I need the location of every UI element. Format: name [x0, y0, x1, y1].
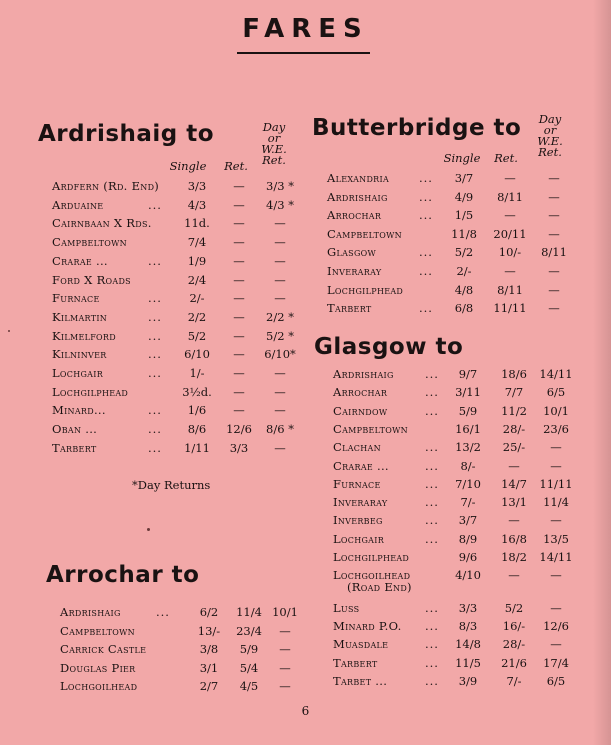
- fare-row: [333, 531, 603, 547]
- ret-fare: —: [233, 272, 245, 287]
- single-fare: 3/7: [454, 171, 474, 185]
- paper-speck: [8, 330, 10, 332]
- destination-name: Crarae ...: [333, 458, 389, 473]
- day-fare: 6/5: [546, 385, 566, 400]
- day-fare: 8/11: [541, 245, 567, 260]
- fare-row: [52, 365, 312, 381]
- fare-row: [52, 402, 312, 418]
- single-fare: 3/1: [199, 660, 219, 675]
- ret-fare: 4/5: [239, 679, 259, 694]
- destination-name: Minard...: [52, 403, 106, 418]
- single-fare: 3/9: [458, 673, 478, 688]
- day-fare: 8/6 *: [266, 422, 294, 437]
- destination-name: Carrick Castle: [60, 642, 147, 657]
- destination-name: Alexandria: [327, 171, 390, 185]
- day-fare: —: [548, 282, 560, 297]
- day-fare: 14/11: [539, 550, 573, 564]
- day-fare: 10/1: [272, 605, 298, 619]
- destination-name: Arduaine: [52, 197, 104, 212]
- fare-row: [333, 458, 603, 474]
- fare-row: [52, 272, 312, 288]
- leader-dots: ...: [148, 403, 162, 418]
- ret-fare: 20/11: [493, 226, 527, 241]
- leader-dots: ...: [425, 458, 439, 473]
- day-fare: —: [279, 679, 291, 694]
- single-fare: 8/6: [187, 422, 207, 437]
- ret-fare: —: [233, 235, 245, 250]
- single-fare: 9/7: [458, 367, 478, 381]
- single-fare: 3/11: [455, 385, 481, 400]
- destination-name: Clachan: [333, 440, 381, 455]
- destination-name: Campbeltown: [333, 421, 408, 436]
- destination-name: Ford X Roads: [52, 272, 131, 287]
- fare-row: [333, 439, 603, 455]
- fare-row: [52, 253, 312, 269]
- single-fare: 11d.: [184, 216, 210, 231]
- single-fare: 8/3: [458, 618, 478, 633]
- paper-speck: [147, 528, 150, 531]
- single-fare: 2/2: [187, 309, 207, 324]
- ret-fare: —: [233, 347, 245, 362]
- day-fare: 17/4: [543, 655, 569, 670]
- destination-name: Lochgair: [52, 366, 104, 380]
- day-fare: 12/6: [543, 618, 569, 633]
- destination-name: Ardrishaig: [327, 189, 388, 204]
- destination-name: Minard P.O.: [333, 618, 402, 633]
- fare-row: [333, 366, 603, 382]
- leader-dots: ...: [419, 171, 433, 185]
- ret-fare: —: [233, 384, 245, 399]
- single-fare: 8/-: [460, 458, 476, 473]
- single-fare: 5/2: [187, 328, 207, 343]
- day-fare: 13/5: [543, 531, 569, 546]
- single-fare: 4/10: [455, 568, 481, 583]
- leader-dots: ...: [156, 605, 170, 619]
- ret-fare: 10/-: [498, 245, 522, 260]
- destination-name: Cairnbaan X Rds.: [52, 216, 152, 231]
- fare-row: [52, 234, 312, 250]
- fare-row: [52, 290, 312, 306]
- destination-name: Douglas Pier: [60, 660, 136, 675]
- single-fare: 7/-: [460, 495, 476, 510]
- day-fare: —: [279, 660, 291, 675]
- glasgow-heading: Glasgow to: [314, 334, 464, 360]
- fare-row: [327, 282, 597, 298]
- leader-dots: ...: [425, 476, 439, 491]
- leader-dots: ...: [148, 366, 162, 380]
- page-number: 6: [301, 704, 310, 718]
- destination-name: Inverbeg: [333, 513, 383, 528]
- page-title: FARES: [242, 14, 369, 44]
- ret-fare: —: [233, 216, 245, 231]
- day-fare: —: [548, 301, 560, 316]
- leader-dots: ...: [148, 328, 162, 343]
- destination-name: Lochgoilhead: [60, 679, 138, 694]
- day-fare: —: [274, 366, 286, 380]
- butterbridge-day-header: [530, 114, 570, 158]
- single-fare: 11/8: [451, 226, 477, 241]
- fare-row: [327, 300, 597, 316]
- ret-fare: 5/4: [239, 660, 259, 675]
- fare-row: [327, 170, 597, 186]
- single-fare: 4/9: [454, 189, 474, 204]
- day-fare: —: [274, 403, 286, 418]
- destination-name: Ardrishaig: [60, 605, 121, 619]
- ret-fare: —: [508, 458, 520, 473]
- single-fare: 2/-: [456, 264, 472, 278]
- leader-dots: ...: [425, 600, 439, 615]
- day-fare: 10/1: [543, 403, 569, 418]
- leader-dots: ...: [148, 347, 162, 362]
- ret-fare: —: [233, 366, 245, 380]
- fare-row: [52, 346, 312, 362]
- day-fare: 14/11: [539, 367, 573, 381]
- destination-name: Crarae ...: [52, 253, 108, 268]
- day-fare: 5/2 *: [266, 328, 294, 343]
- ret-fare: —: [233, 291, 245, 306]
- leader-dots: ...: [425, 440, 439, 455]
- day-fare: —: [274, 272, 286, 287]
- day-fare: —: [548, 264, 560, 278]
- fare-row: [333, 618, 603, 634]
- leader-dots: ...: [425, 367, 439, 381]
- ret-fare: 14/7: [501, 476, 527, 491]
- destination-name: Kilmartin: [52, 309, 108, 324]
- leader-dots: ...: [148, 291, 162, 306]
- butterbridge-heading: Butterbridge to: [312, 115, 522, 141]
- day-fare: —: [550, 637, 562, 652]
- destination-name: Tarbert: [327, 301, 372, 316]
- butterbridge-ret-header: Ret.: [494, 151, 518, 165]
- destination-name: Lochgilphead: [327, 282, 404, 297]
- or-label: or: [543, 123, 557, 137]
- destination-name: Lochgoilhead: [333, 568, 411, 583]
- fare-row: [60, 604, 300, 620]
- single-fare: 2/4: [187, 272, 207, 287]
- fare-row: [52, 309, 312, 325]
- destination-name: Tarbert: [52, 440, 97, 455]
- day-fare: 2/2 *: [266, 309, 294, 324]
- single-fare: 7/10: [455, 476, 481, 491]
- ret-fare: —: [233, 403, 245, 418]
- fare-row: [333, 567, 603, 595]
- destination-name: Oban ...: [52, 422, 98, 437]
- fare-row: [327, 226, 597, 242]
- day-fare: —: [274, 216, 286, 231]
- fare-row: [333, 384, 603, 400]
- leader-dots: ...: [419, 301, 433, 316]
- destination-name: Furnace: [333, 476, 381, 491]
- day-returns-note: *Day Returns: [132, 478, 211, 492]
- single-fare: 11/5: [455, 655, 481, 670]
- ret-fare: —: [504, 264, 516, 278]
- ret-fare: 8/11: [497, 189, 523, 204]
- leader-dots: ...: [425, 673, 439, 688]
- leader-dots: ...: [419, 264, 433, 278]
- day-fare: 6/10*: [264, 347, 296, 362]
- single-fare: 6/10: [184, 347, 210, 362]
- ret-fare: 13/1: [501, 495, 527, 510]
- single-fare: 4/3: [187, 197, 207, 212]
- single-fare: 2/-: [189, 291, 205, 306]
- destination-name: Kilninver: [52, 347, 107, 362]
- ret-fare: —: [233, 328, 245, 343]
- ret-fare: 11/11: [493, 301, 527, 316]
- ret-fare: —: [508, 568, 520, 583]
- leader-dots: ...: [148, 197, 162, 212]
- day-fare: —: [550, 458, 562, 473]
- single-fare: 3½d.: [182, 384, 212, 399]
- single-fare: 16/1: [455, 421, 481, 436]
- ret-fare: 11/2: [501, 403, 527, 418]
- day-fare: —: [550, 600, 562, 615]
- single-fare: 3/3: [187, 179, 207, 193]
- leader-dots: ...: [148, 422, 162, 437]
- day-fare: —: [550, 513, 562, 528]
- fare-row: [52, 215, 312, 231]
- leader-dots: ...: [148, 440, 162, 455]
- day-fare: 11/4: [543, 495, 569, 510]
- we-label: W.E.: [537, 134, 563, 148]
- ardrishaig-heading: Ardrishaig to: [38, 121, 215, 147]
- day-fare: —: [274, 440, 286, 455]
- ret-fare: 21/6: [501, 655, 527, 670]
- leader-dots: ...: [419, 208, 433, 223]
- ret-fare: 25/-: [502, 440, 526, 455]
- single-fare: 8/9: [458, 531, 478, 546]
- fare-row: [52, 421, 312, 437]
- single-fare: 3/8: [199, 642, 219, 657]
- single-fare: 1/6: [187, 403, 207, 418]
- ardrishaig-single-header: Single: [169, 159, 207, 173]
- destination-name: Campbeltown: [52, 235, 127, 250]
- single-fare: 2/7: [199, 679, 219, 694]
- ret-fare: 7/7: [504, 385, 524, 400]
- day-fare: 11/11: [539, 476, 573, 491]
- day-fare: —: [274, 291, 286, 306]
- leader-dots: ...: [425, 618, 439, 633]
- single-fare: 13/2: [455, 440, 481, 455]
- arrochar-heading: Arrochar to: [46, 562, 200, 588]
- single-fare: 14/8: [455, 637, 481, 652]
- ret-fare: —: [504, 171, 516, 185]
- we-label: W.E.: [261, 142, 287, 156]
- day-fare: —: [548, 226, 560, 241]
- single-fare: 1/-: [189, 366, 205, 380]
- leader-dots: ...: [425, 385, 439, 400]
- leader-dots: ...: [425, 513, 439, 528]
- ret-fare: —: [233, 179, 245, 193]
- ardrishaig-day-header: [254, 122, 294, 166]
- fare-row: [333, 512, 603, 528]
- fare-row: [60, 623, 300, 639]
- destination-name: Kilmelford: [52, 328, 116, 343]
- single-fare: 5/9: [458, 403, 478, 418]
- single-fare: 3/3: [458, 600, 478, 615]
- title-underline: [237, 52, 370, 54]
- or-label: or: [267, 131, 281, 145]
- destination-subname: (Road End): [347, 580, 412, 595]
- single-fare: 6/8: [454, 301, 474, 316]
- fare-row: [327, 207, 597, 223]
- destination-name: Lochgilphead: [52, 384, 129, 399]
- ret-label: Ret.: [538, 145, 562, 159]
- day-fare: —: [274, 253, 286, 268]
- ret-fare: 18/2: [501, 550, 527, 564]
- fare-row: [52, 384, 312, 400]
- ret-fare: 5/9: [239, 642, 259, 657]
- single-fare: 3/7: [458, 513, 478, 528]
- ret-fare: 16/-: [502, 618, 526, 633]
- fare-row: [52, 178, 312, 194]
- single-fare: 6/2: [199, 605, 219, 619]
- single-fare: 1/11: [184, 440, 210, 455]
- day-fare: —: [550, 568, 562, 583]
- destination-name: Ardrishaig: [333, 367, 394, 381]
- destination-name: Tarbert: [333, 655, 378, 670]
- fare-row: [327, 244, 597, 260]
- single-fare: 5/2: [454, 245, 474, 260]
- leader-dots: ...: [425, 637, 439, 652]
- fare-row: [333, 494, 603, 510]
- single-fare: 1/5: [454, 208, 474, 223]
- destination-name: Muasdale: [333, 637, 389, 652]
- leader-dots: ...: [425, 403, 439, 418]
- ret-fare: 8/11: [497, 282, 523, 297]
- ret-fare: 28/-: [502, 421, 526, 436]
- destination-name: Cairndow: [333, 403, 388, 418]
- destination-name: Inveraray: [327, 264, 382, 278]
- ret-fare: 23/4: [236, 623, 262, 638]
- destination-name: Lochgair: [333, 531, 385, 546]
- ret-fare: 3/3: [229, 440, 249, 455]
- day-fare: —: [550, 440, 562, 455]
- destination-name: Arrochar: [333, 385, 388, 400]
- fare-row: [333, 600, 603, 616]
- fare-row: [333, 421, 603, 437]
- day-fare: —: [548, 189, 560, 204]
- single-fare: 7/4: [187, 235, 207, 250]
- day-fare: —: [279, 623, 291, 638]
- ret-fare: 7/-: [506, 673, 522, 688]
- ret-fare: 5/2: [504, 600, 524, 615]
- ret-fare: 12/6: [226, 422, 252, 437]
- destination-name: Lochgilphead: [333, 550, 410, 564]
- ret-fare: —: [233, 197, 245, 212]
- ret-fare: 28/-: [502, 637, 526, 652]
- day-fare: 4/3 *: [266, 197, 294, 212]
- fare-row: [52, 197, 312, 213]
- fare-row: [52, 328, 312, 344]
- fare-row: [60, 641, 300, 657]
- destination-name: Luss: [333, 600, 360, 615]
- butterbridge-single-header: Single: [443, 151, 481, 165]
- leader-dots: ...: [419, 245, 433, 260]
- ret-fare: —: [504, 208, 516, 223]
- fare-row: [60, 660, 300, 676]
- day-fare: —: [274, 235, 286, 250]
- destination-name: Campbeltown: [327, 226, 402, 241]
- destination-name: Tarbet ...: [333, 673, 388, 688]
- leader-dots: ...: [148, 253, 162, 268]
- day-fare: —: [274, 384, 286, 399]
- destination-name: Arrochar: [327, 208, 382, 223]
- fare-row: [333, 673, 603, 689]
- day-fare: 3/3 *: [266, 179, 294, 193]
- destination-name: Furnace: [52, 291, 100, 306]
- ret-fare: 16/8: [501, 531, 527, 546]
- fare-row: [333, 476, 603, 492]
- day-fare: 23/6: [543, 421, 569, 436]
- day-label: Day: [262, 120, 286, 134]
- destination-name: Glasgow: [327, 245, 377, 260]
- single-fare: 1/9: [187, 253, 207, 268]
- destination-name: Campbeltown: [60, 623, 135, 638]
- leader-dots: ...: [425, 495, 439, 510]
- fare-row: [52, 440, 312, 456]
- fare-row: [333, 655, 603, 671]
- leader-dots: ...: [425, 531, 439, 546]
- ret-fare: —: [508, 513, 520, 528]
- ret-fare: 11/4: [236, 605, 262, 619]
- fare-row: [333, 549, 603, 565]
- day-fare: —: [279, 642, 291, 657]
- single-fare: 9/6: [458, 550, 478, 564]
- destination-name: Inveraray: [333, 495, 388, 510]
- single-fare: 4/8: [454, 282, 474, 297]
- day-fare: —: [548, 171, 560, 185]
- ret-fare: 18/6: [501, 367, 527, 381]
- leader-dots: ...: [148, 309, 162, 324]
- day-fare: —: [548, 208, 560, 223]
- single-fare: 13/-: [197, 623, 221, 638]
- fare-row: [333, 636, 603, 652]
- fare-row: [60, 678, 300, 694]
- leader-dots: ...: [425, 655, 439, 670]
- ardrishaig-ret-header: Ret.: [224, 159, 248, 173]
- day-fare: 6/5: [546, 673, 566, 688]
- ret-fare: —: [233, 309, 245, 324]
- fare-row: [327, 263, 597, 279]
- destination-name: Ardfern (Rd. End): [52, 179, 160, 193]
- fare-row: [333, 403, 603, 419]
- ret-label: Ret.: [262, 153, 286, 167]
- leader-dots: ...: [419, 189, 433, 204]
- ret-fare: —: [233, 253, 245, 268]
- day-label: Day: [538, 112, 562, 126]
- fare-row: [327, 189, 597, 205]
